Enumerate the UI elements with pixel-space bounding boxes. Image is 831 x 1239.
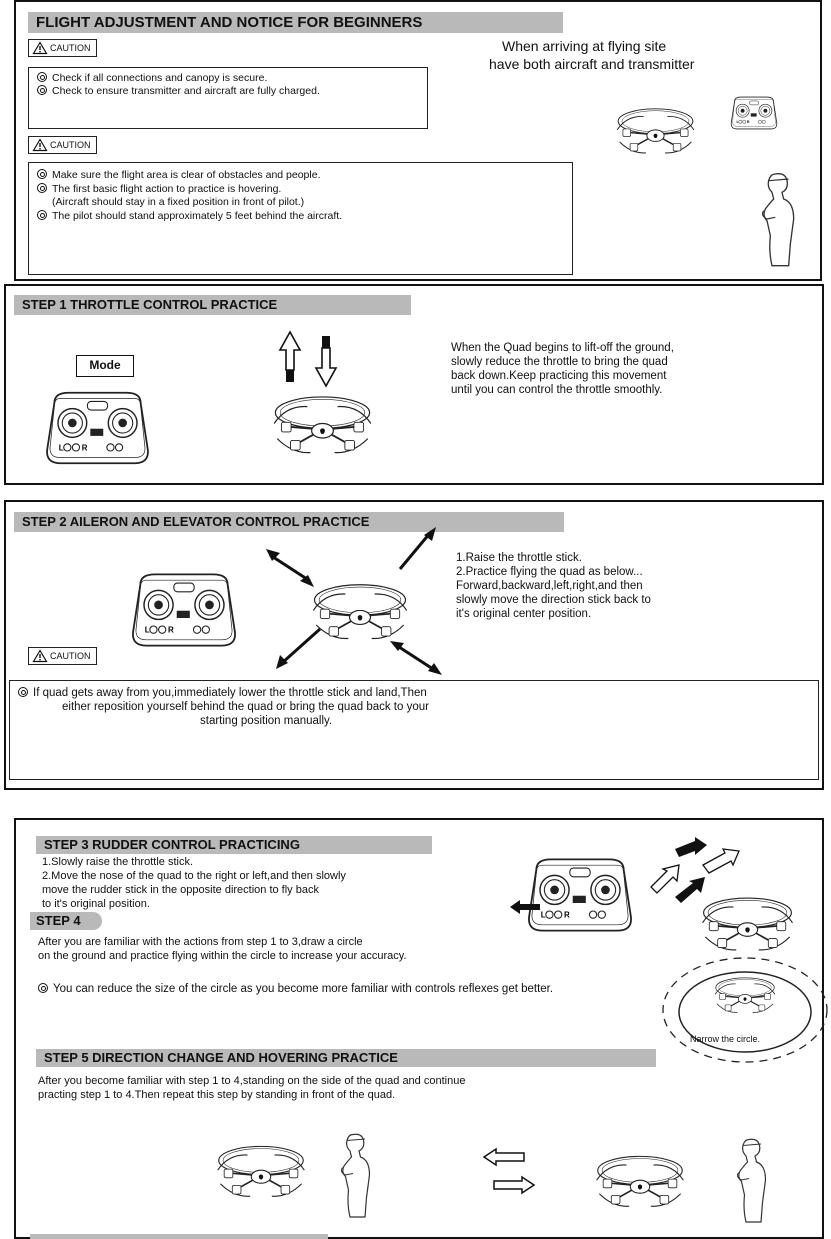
left-arrow-icon (482, 1147, 526, 1167)
caution-text: CAUTION (50, 43, 91, 53)
step3-desc-line: move the rudder stick in the opposite direction to fly back (42, 884, 319, 896)
bullet-icon (37, 210, 47, 220)
list-item-note: (Aircraft should stay in a fixed position in front of pilot.) (52, 196, 305, 208)
bullet-icon (37, 169, 47, 179)
list-item: Check to ensure transmitter and aircraft are fully charged. (37, 85, 320, 98)
step5-desc-line: practing step 1 to 4.Then repeat this step by standing in front of the quad. (38, 1089, 396, 1101)
caution-text: CAUTION (50, 140, 91, 150)
step4-desc-line: on the ground and practice flying within the circle to increase your accuracy. (38, 950, 407, 962)
footer-bar (30, 1234, 328, 1239)
step3-desc-line: to it's original position. (42, 898, 150, 910)
transmitter-illustration (515, 855, 645, 935)
list-item: Check if all connections and canopy is secure. (37, 72, 267, 85)
pilot-figure (728, 1130, 773, 1230)
step2-desc-line: it's original center position. (456, 608, 592, 620)
quadcopter-illustration (680, 880, 815, 960)
quadcopter-illustration (598, 95, 713, 160)
caution-box-1 (28, 67, 428, 129)
step4-desc-line: After you are familiar with the actions from step 1 to 3,draw a circle (38, 936, 363, 948)
step3-desc-line: 2.Move the nose of the quad to the right or left,and then slowly (42, 870, 346, 882)
step1-desc-line: When the Quad begins to lift-off the ground, (451, 342, 674, 354)
step1-desc-line: slowly reduce the throttle to bring the quad (451, 356, 668, 368)
step3-title: STEP 3 RUDDER CONTROL PRACTICING (36, 836, 432, 854)
step2-title: STEP 2 AILERON AND ELEVATOR CONTROL PRACTICE (14, 512, 564, 532)
step2-desc-line: Forward,backward,left,right,and then (456, 580, 643, 592)
step1-desc-line: until you can control the throttle smoothly. (451, 384, 663, 396)
right-arrow-icon (492, 1175, 536, 1195)
caution-label-2 (28, 136, 97, 154)
step4-title: STEP 4 (30, 912, 102, 930)
pilot-figure (332, 1125, 377, 1225)
step1-desc-line: back down.Keep practicing this movement (451, 370, 667, 382)
section1-title: FLIGHT ADJUSTMENT AND NOTICE FOR BEGINNERS (28, 12, 563, 33)
step5-title: STEP 5 DIRECTION CHANGE AND HOVERING PRACTICE (36, 1049, 656, 1067)
bullet-icon (37, 85, 47, 95)
list-item: The first basic flight action to practice is hovering. (37, 183, 281, 196)
caution-line: either reposition yourself behind the quad or bring the quad back to your (62, 701, 429, 713)
step4-note: You can reduce the size of the circle as you become more familiar with controls reflexes get better. (38, 983, 553, 995)
step2-desc-line: 2.Practice flying the quad as below... (456, 566, 643, 578)
transmitter-illustration (40, 388, 155, 468)
mode-label: Mode (76, 355, 134, 377)
step5-desc-line: After you become familiar with step 1 to 4,standing on the side of the quad and continue (38, 1075, 466, 1087)
pilot-figure (752, 164, 802, 274)
arrival-note-line2: have both aircraft and transmitter (489, 56, 695, 72)
warning-icon (33, 42, 47, 54)
arrival-note-line1: When arriving at flying site (502, 38, 667, 54)
caution-box-2 (28, 162, 573, 275)
step3-desc-line: 1.Slowly raise the throttle stick. (42, 856, 194, 868)
quadcopter-illustration (250, 378, 395, 463)
up-arrow-icon (278, 330, 302, 385)
circle-label: Narrow the circle. (690, 1034, 761, 1044)
step2-desc-line: slowly move the direction stick back to (456, 594, 651, 606)
direction-arrows (260, 525, 450, 675)
transmitter-illustration (120, 570, 248, 650)
transmitter-illustration (728, 94, 780, 132)
bullet-icon (37, 72, 47, 82)
list-item: The pilot should stand approximately 5 feet behind the aircraft. (37, 210, 342, 223)
bullet-icon (37, 183, 47, 193)
step1-title: STEP 1 THROTTLE CONTROL PRACTICE (14, 295, 411, 315)
rudder-arrow-icon (510, 900, 540, 914)
bullet-icon (38, 983, 48, 993)
quadcopter-illustration (575, 1140, 705, 1215)
quadcopter-illustration (700, 965, 790, 1020)
warning-icon (33, 650, 47, 662)
caution-text: CAUTION (50, 651, 91, 661)
list-item: Make sure the flight area is clear of obstacles and people. (37, 169, 321, 182)
step2-desc-line: 1.Raise the throttle stick. (456, 552, 582, 564)
caution-box-3 (9, 680, 819, 780)
caution-label-3 (28, 647, 97, 665)
caution-label-1 (28, 39, 97, 57)
bullet-icon (18, 687, 28, 697)
warning-icon (33, 139, 47, 151)
quadcopter-illustration (196, 1130, 326, 1205)
caution-line: If quad gets away from you,immediately lower the throttle stick and land,Then (18, 687, 427, 700)
caution-line: starting position manually. (200, 715, 333, 727)
